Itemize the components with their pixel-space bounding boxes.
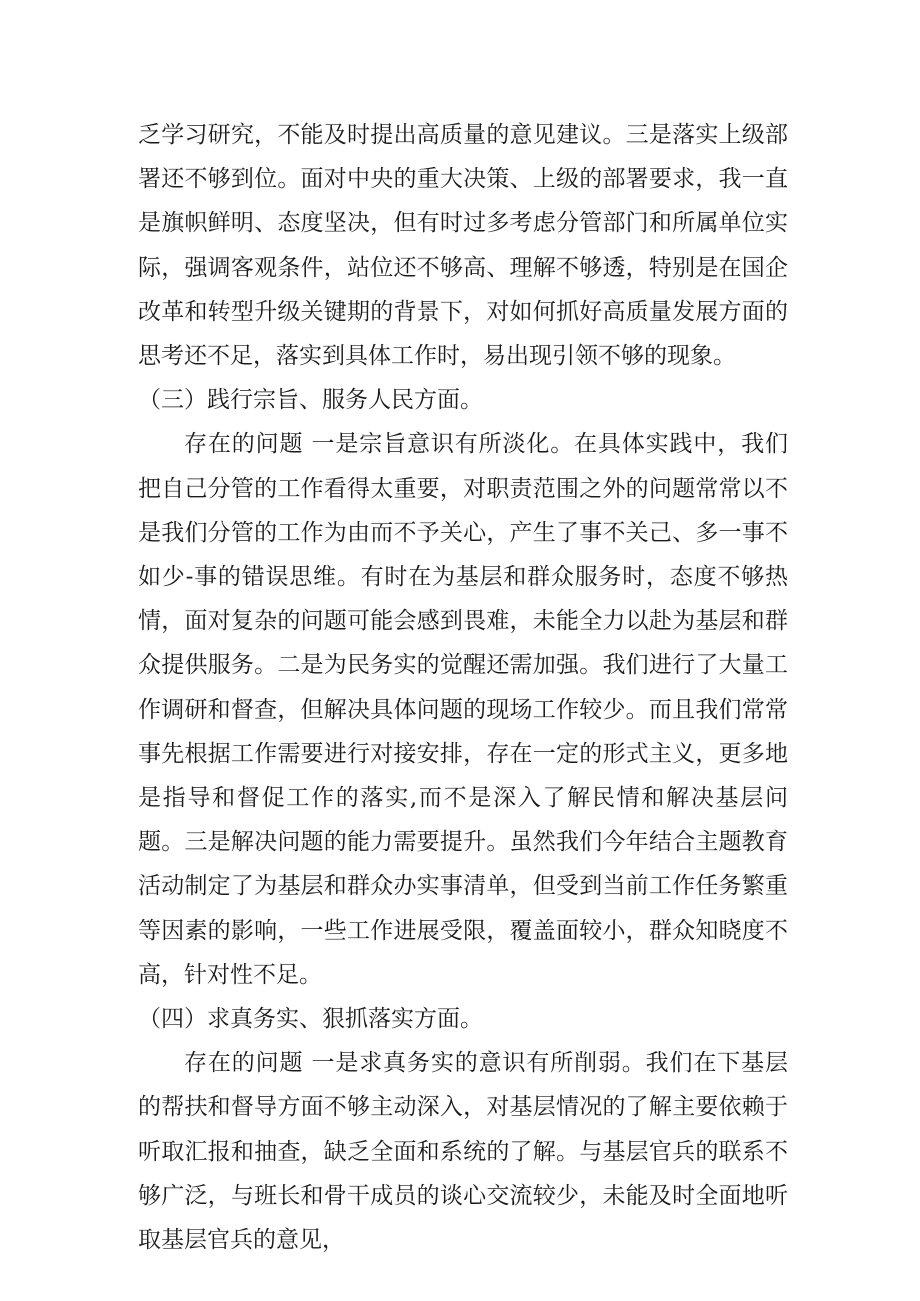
section-heading-3: （三）践行宗旨、服务人民方面。	[138, 387, 483, 414]
paragraph-section-3: 存在的问题 一是宗旨意识有所淡化。在具体实践中，我们把自己分管的工作看得太重要，对职责范围之外的问题常常以不是我们分管的工作为由而不予关心，产生了事不关己、多一事不如少-事的错误思维。有时在为基层和群众服务时，态度不够热情，面对复杂的问题可能会感到畏难，未能全力以赴为基层和群众提供服务。二是为民务实的觉醒还需加强。我们进行了大量工作调研和督查，但解决具体问题的现场工作较少。而且我们常常事先根据工作需要进行对接安排，存在一定的形式主义，更多地是指导和督促工作的落实,而不是深入了解民情和解决基层问题。三是解决问题的能力需要提升。虽然我们今年结合主题教育活动制定了为基层和群众办实事清单，但受到当前工作任务繁重等因素的影响，一些工作进展受限，覆盖面较小，群众知晓度不高，针对性不足。	[138, 431, 788, 988]
document-body	[138, 113, 788, 1262]
paragraph-continuation: 乏学习研究，不能及时提出高质量的意见建议。三是落实上级部署还不够到位。面对中央的重大决策、上级的部署要求，我一直是旗帜鲜明、态度坚决，但有时过多考虑分管部门和所属单位实际，强调客观条件，站位还不够高、理解不够透，特别是在国企改革和转型升级关键期的背景下，对如何抓好高质量发展方面的思考还不足，落实到具体工作时，易出现引领不够的现象。	[138, 122, 788, 370]
paragraph-section-4: 存在的问题 一是求真务实的意识有所削弱。我们在下基层的帮扶和督导方面不够主动深入，对基层情况的了解主要依赖于听取汇报和抽查，缺乏全面和系统的了解。与基层官兵的联系不够广泛，与班长和骨干成员的谈心交流较少，未能及时全面地听取基层官兵的意见，	[138, 1050, 788, 1254]
section-heading-4: （四）求真务实、狠抓落实方面。	[138, 1006, 483, 1033]
